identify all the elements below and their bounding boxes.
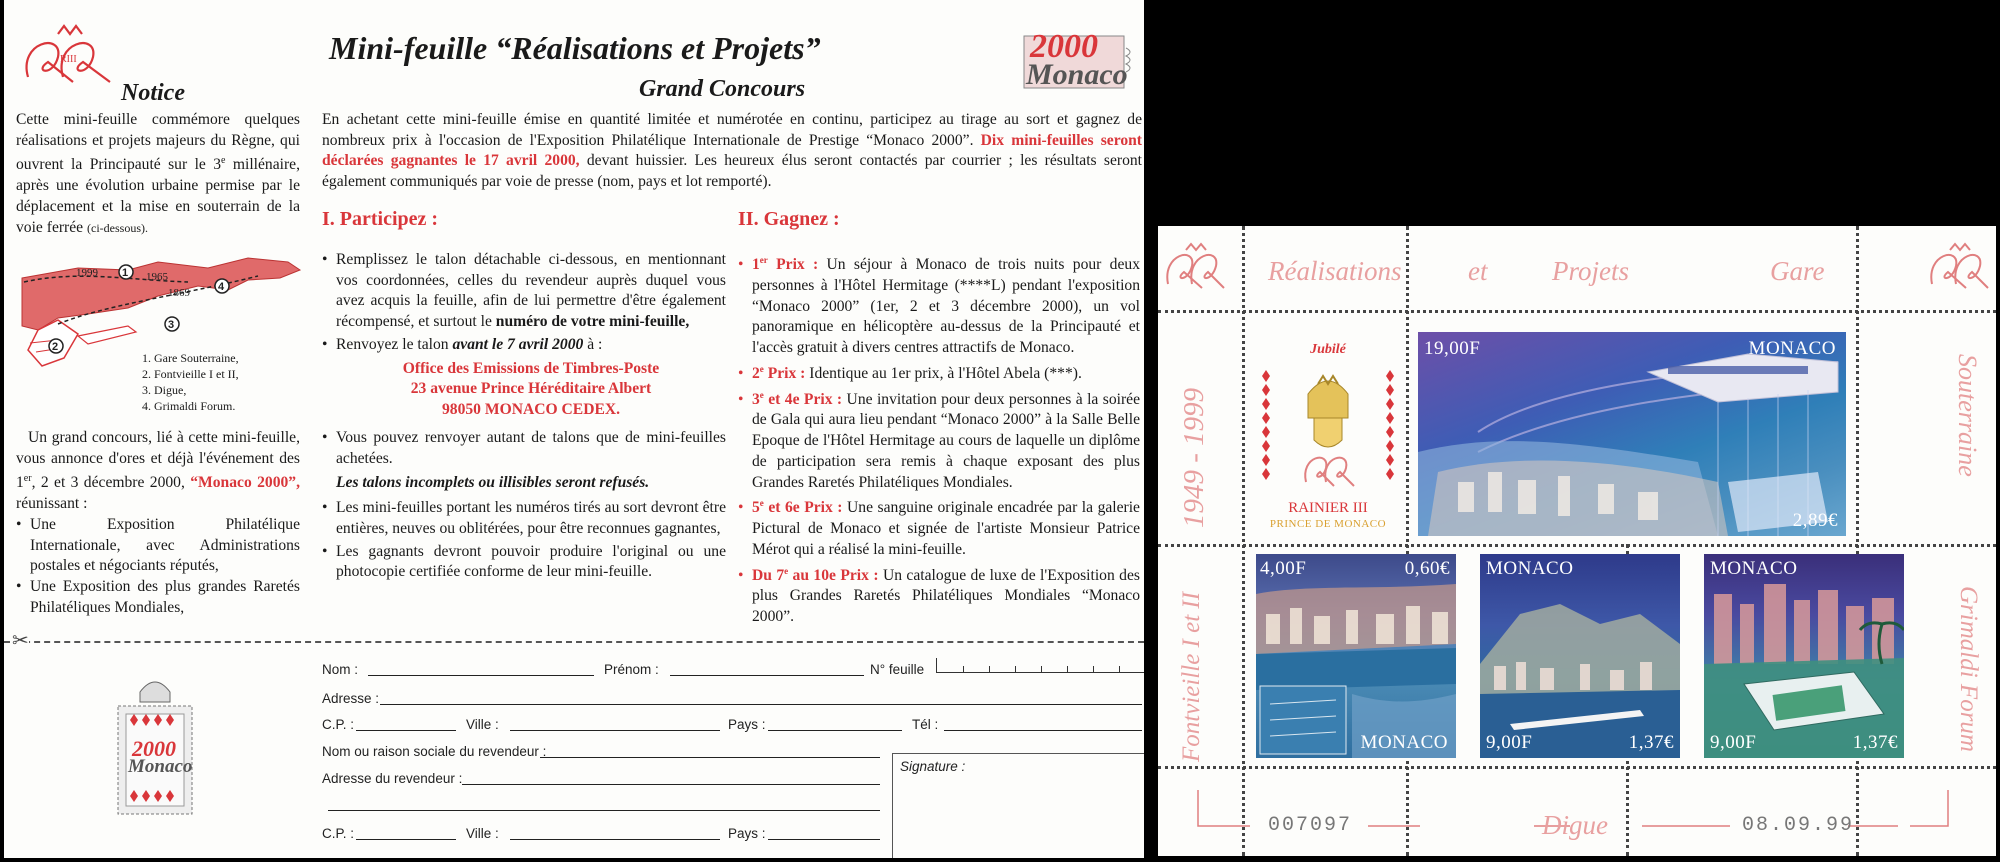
- label-grimaldi-forum: Grimaldi Forum: [1955, 586, 1982, 752]
- nom-field[interactable]: [368, 675, 594, 676]
- label-gare: Gare: [1770, 256, 1825, 286]
- label-digue: Digue: [1542, 810, 1608, 840]
- corner-monogram-left: [1162, 240, 1228, 296]
- jubile-panel: Jubilé RAINIER III PRINCE DE MONACO: [1260, 324, 1396, 534]
- label-projets: Projets: [1552, 256, 1629, 286]
- map-marker-2: 2: [52, 341, 59, 353]
- cut-line: [4, 641, 1144, 643]
- stamp-gare: 19,00F MONACO 2,89€: [1418, 332, 1846, 536]
- coat-of-arms-icon: [1308, 376, 1348, 447]
- section-gagnez: • 1er Prix : Un séjour à Monaco de trois nuits pour deux personnes à l'Hôtel Hermitage (****L) pendant l'exposition “Monaco 2000” (1er, 2 et 3 décembre 2000), un vol panoramique en hélicoptère au-dessus de la Principauté et l'accès gratuit à divers centres attractifs de Monaco. • 2e Prix : Identique au 1er prix, à l'Hôtel Abela (***). • 3e et 4e Prix : Une invitation pour deux personnes à la soirée de Gala qui aura lieu pendant “Monaco 2000” à la Salle Belle Epoque de l'Hôtel Hermitage au cours de laquelle un diplôme de participation sera remis à chaque exposant des plus Grandes Raretés Philatéliques Mondiales. • 5e et 6e Prix : Une sanguine originale encadrée par la galerie Pictural de Monaco et signée de l'artiste Monsieur Patrice Mérot qui a réalisé la mini-feuille. • Du 7e au 10e Prix : Un catalogue de luxe de l'Exposition des plus Grandes Raretés Philatéliques Mondiales “Monaco 2000”.: [738, 255, 1140, 626]
- pays-field[interactable]: [768, 730, 902, 731]
- serial-number: 007097: [1268, 814, 1353, 837]
- monogram-logo: [18, 22, 118, 92]
- label-fontvieille: Fontvieille I et II: [1178, 591, 1205, 762]
- cp-field[interactable]: [356, 730, 456, 731]
- ville-field[interactable]: [510, 730, 720, 731]
- issue-date: 08.09.99: [1742, 814, 1855, 837]
- notice-sheet: RIII 2000 Monaco Mini-feuille “Réalisations et Projets” Grand Concours Notice Cette mini-feuille commémore quelques réalisations et projets majeurs du Règne, qui ouvrent la Principauté sur le 3e millénaire, après une évolution urbaine permise par le déplacement et la mise en souterrain de la voie ferrée (ci-dessous). 1999 1965 1869 1 2 3 4 1. Gare Souterraine, 2. Fontvieille I et II, 3. Digue, 4. Grimaldi Forum. Un grand concours, lié à cette mini-feuille, vous annonce d'ores et déjà l'événement des 1er, 2 et 3 décembre 2000, “Monaco 2000”, réunissant : • Une Exposition Philatélique Internationale, avec Administrations postales et négociants réputés, • Une Exposition des plus grandes Raretés Philatéliques Mondiales, En achetant cette mini-feuille émise en quantité limitée et numérotée en continu, participez au tirage au sort et gagnez de nombreux prix à l'occasion de l'Exposition Philatélique Internationale de Prestige “Monaco 2000”. Dix mini-feuilles seront déclarées gagnantes le 17 avril 2000, devant huissier. Les heureux élus seront contactés par courrier ; les résultats seront également communiqués par voie de presse (nom, pays et lot remporté). I. Participez : • Remplissez le talon détachable ci-dessous, en mentionnant vos coordonnées, celles du revendeur auprès duquel vous avez acquis la feuille, afin de lui permettre d'être également récompensé, et surtout le numéro de votre mini-feuille, • Renvoyez le talon avant le 7 avril 2000 à : Office des Emissions de Timbres-Poste 23 avenue Prince Héréditaire Albert 98050 MONACO CEDEX. • Vous pouvez renvoyer autant de talons que de mini-feuilles achetées. Les talons incomplets ou illisibles seront refusés. • Les mini-feuilles portant les numéros tirés au sort devront être entières, neuves ou oblitérées, pour être reconnues gagnantes, • Les gagnants devront pouvoir produire l'original ou une photocopie certifiée conforme de leur mini-feuille. II. Gagnez : • 1er Prix : Un séjour à Monaco de trois nuits pour deux personnes à l'Hôtel Hermitage (****L) pendant l'exposition “Monaco 2000” (1er, 2 et 3 décembre 2000), un vol panoramique en hélicoptère au-dessus de la Principauté et l'accès gratuit à divers centres attractifs de Monaco. • 2e Prix : Identique au 1er prix, à l'Hôtel Abela (***). • 3e et 4e Prix : Une invitation pour deux personnes à la soirée de Gala qui aura lieu pendant “Monaco 2000” à la Salle Belle Epoque de l'Hôtel Hermitage au cours de laquelle un diplôme de participation sera remis à chaque exposant des plus Grandes Raretés Philatéliques Mondiales. • 5e et 6e Prix : Une sanguine originale encadrée par la galerie Pictural de Monaco et signée de l'artiste Monsieur Patrice Mérot qui a réalisé la mini-feuille. • Du 7e au 10e Prix : Un catalogue de luxe de l'Exposition des plus Grandes Raretés Philatéliques Mondiales “Monaco 2000”. ✂ 2000 Monaco Nom : Prénom : N° feuille Adresse : C.P. : Ville : Pays : Tél : Nom ou raison sociale du revendeur : Adresse du revendeur : C.P. : Ville : Pays : Signature :: [4, 0, 1144, 858]
- notice-heading: Notice: [121, 80, 185, 106]
- warning-text: Les talons incomplets ou illisibles seront refusés.: [336, 474, 650, 492]
- address-block: Office des Emissions de Timbres-Poste 23 avenue Prince Héréditaire Albert 98050 MONACO CEDEX.: [402, 359, 660, 418]
- tel-field[interactable]: [944, 730, 1142, 731]
- revendeur-adresse-field[interactable]: [462, 784, 880, 785]
- corner-monogram-right: [1926, 240, 1992, 296]
- label-1949-1999: 1949 - 1999: [1178, 387, 1210, 528]
- label-souterraine: Souterraine: [1953, 354, 1982, 477]
- contest-heading: Grand Concours: [639, 76, 806, 102]
- notice-paragraph-2: Un grand concours, lié à cette mini-feuille, vous annonce d'ores et déjà l'événement des 1er, 2 et 3 décembre 2000, “Monaco 2000”, réunissant : • Une Exposition Philatélique Internationale, avec Administrations postales et négociants réputés, • Une Exposition des plus grandes Raretés Philatéliques Mondiales,: [16, 429, 301, 616]
- map-label-1965: 1965: [146, 271, 168, 283]
- revendeur-pays-field[interactable]: [768, 839, 880, 840]
- scissors-icon: ✂: [12, 630, 29, 652]
- svg-text:RIII: RIII: [60, 54, 77, 65]
- monaco-2000-logo: 2000 Monaco: [1022, 28, 1140, 96]
- intro-paragraph: En achetant cette mini-feuille émise en quantité limitée et numérotée en continu, participez au tirage au sort et gagnez de nombreux prix à l'occasion de l'Exposition Philatélique Internationale de Prestige “Monaco 2000”. Dix mini-feuilles seront déclarées gagnantes le 17 avril 2000, devant huissier. Les heureux élus seront contactés par courrier ; les résultats seront également communiqués par voie de presse (nom, pays et lot remporté).: [322, 111, 1142, 191]
- stamp-logo-name: Monaco: [128, 756, 193, 777]
- revendeur-cp-field[interactable]: [356, 839, 456, 840]
- numero-feuille-field[interactable]: [936, 658, 1144, 673]
- miniature-sheet: [1158, 226, 1996, 856]
- train-icon: [1648, 354, 1838, 402]
- label-et: et: [1468, 256, 1488, 286]
- map-marker-4: 4: [218, 281, 225, 293]
- section-participez: • Remplissez le talon détachable ci-dessous, en mentionnant vos coordonnées, celles du revendeur auprès duquel vous avez acquis la feuille, afin de lui permettre d'être également récompensé, et surtout le numéro de votre mini-feuille, • Renvoyez le talon avant le 7 avril 2000 à : Office des Emissions de Timbres-Poste 23 avenue Prince Héréditaire Albert 98050 MONACO CEDEX. • Vous pouvez renvoyer autant de talons que de mini-feuilles achetées. Les talons incomplets ou illisibles seront refusés. • Les mini-feuilles portant les numéros tirés au sort devront être entières, neuves ou oblitérées, pour être reconnues gagnantes, • Les gagnants devront pouvoir produire l'original ou une photocopie certifiée conforme de leur mini-feuille.: [322, 251, 726, 581]
- map-label-1999: 1999: [76, 267, 98, 279]
- revendeur-adresse-line-2[interactable]: [328, 810, 880, 811]
- stamp-grimaldi-forum: MONACO 9,00F 1,37€: [1704, 554, 1904, 758]
- label-realisations: Réalisations: [1268, 256, 1402, 286]
- adresse-field[interactable]: [380, 704, 1142, 705]
- stamp-digue: MONACO 9,00F 1,37€: [1480, 554, 1680, 758]
- section-participez-heading: I. Participez :: [322, 208, 439, 230]
- revendeur-nom-field[interactable]: [540, 757, 880, 758]
- notice-paragraph: Cette mini-feuille commémore quelques réalisations et projets majeurs du Règne, qui ouvrent la Principauté sur le 3e millénaire, après une évolution urbaine permise par le déplacement et la mise en souterrain de la voie ferrée (ci-dessous).: [16, 111, 300, 236]
- map-label-1869: 1869: [168, 287, 190, 299]
- stamp-fontvieille: 4,00F 0,60€ MONACO: [1256, 554, 1456, 758]
- revendeur-ville-field[interactable]: [510, 839, 720, 840]
- page-title: Mini-feuille “Réalisations et Projets”: [329, 30, 821, 66]
- map-marker-1: 1: [122, 267, 129, 279]
- map-marker-3: 3: [168, 319, 175, 331]
- section-gagnez-heading: II. Gagnez :: [738, 208, 840, 230]
- map-legend: 1. Gare Souterraine, 2. Fontvieille I et II, 3. Digue, 4. Grimaldi Forum.: [142, 351, 239, 413]
- prenom-field[interactable]: [670, 675, 864, 676]
- stamp-logo-year: 2000: [132, 736, 176, 761]
